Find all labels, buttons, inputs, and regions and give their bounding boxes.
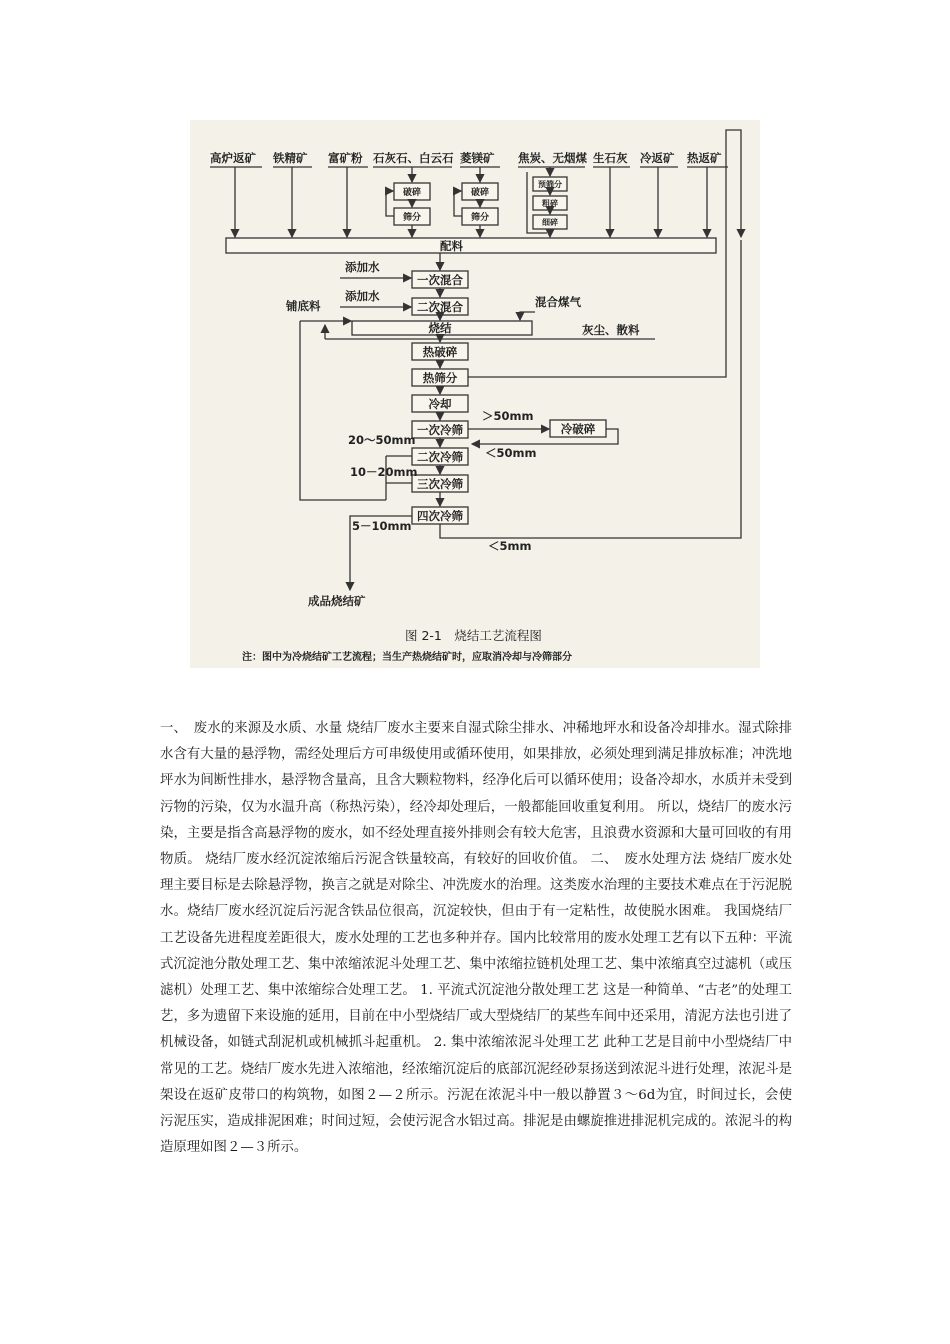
raw-magnesite: 菱镁矿 xyxy=(460,151,495,165)
step-mix-2: 二次混合 xyxy=(417,300,463,314)
coke-coarse-crush: 粗碎 xyxy=(542,199,558,208)
raw-hot-return: 热返矿 xyxy=(687,151,722,165)
label-10-20: 10－20mm xyxy=(350,465,418,479)
feed-arrows xyxy=(235,167,707,237)
raw-rich-ore-powder: 富矿粉 xyxy=(328,151,363,165)
limestone-screen: 筛分 xyxy=(402,213,422,223)
flow-diagram-svg xyxy=(190,120,760,668)
limestone-subprocess xyxy=(386,167,430,237)
label-add-water-2: 添加水 xyxy=(345,289,380,303)
step-mix-1: 一次混合 xyxy=(417,273,463,287)
step-cool: 冷却 xyxy=(428,397,452,411)
label-lt5: ＜5mm xyxy=(488,539,532,553)
raw-quicklime: 生石灰 xyxy=(593,151,628,165)
label-lt50: ＜50mm xyxy=(485,446,537,460)
label-5-10: 5－10mm xyxy=(352,519,412,533)
label-gt50: ＞50mm xyxy=(482,409,534,423)
coke-fine-crush: 细碎 xyxy=(542,218,558,227)
mixed-gas xyxy=(520,295,581,320)
step-screen-1: 一次冷筛 xyxy=(417,423,463,437)
figure-caption: 图 2-1 烧结工艺流程图 xyxy=(405,628,542,643)
size-fractions xyxy=(308,433,417,608)
raw-cold-return: 冷返矿 xyxy=(640,151,675,165)
raw-blast-furnace-return: 高炉返矿 xyxy=(210,151,256,165)
sintering-flow-diagram xyxy=(190,120,760,668)
raw-limestone-dolomite: 石灰石、白云石 xyxy=(373,151,454,165)
cold-crush-branch xyxy=(468,409,618,460)
magnesite-crush: 破碎 xyxy=(470,188,490,198)
step-screen-2: 二次冷筛 xyxy=(417,450,463,464)
step-screen-4: 四次冷筛 xyxy=(417,509,463,523)
label-dust: 灰尘、散料 xyxy=(582,323,640,337)
magnesite-screen: 筛分 xyxy=(470,213,490,223)
raw-coke-anthracite: 焦炭、无烟煤 xyxy=(518,151,587,165)
coke-subprocess xyxy=(527,167,567,237)
step-screen-3: 三次冷筛 xyxy=(417,477,463,491)
label-mixed-gas: 混合煤气 xyxy=(535,295,581,309)
step-sinter: 烧结 xyxy=(428,321,452,335)
fines-return-loop xyxy=(440,240,741,553)
label-add-water-1: 添加水 xyxy=(345,260,380,274)
raw-iron-concentrate: 铁精矿 xyxy=(273,151,308,165)
label-product: 成品烧结矿 xyxy=(308,594,366,608)
magnesite-subprocess xyxy=(454,167,498,237)
figure-note: 注：图中为冷烧结矿工艺流程；当生产热烧结矿时，应取消冷却与冷筛部分 xyxy=(242,652,572,663)
coke-prescreen: 预筛分 xyxy=(538,180,562,189)
step-hot-crush: 热破碎 xyxy=(422,345,458,359)
step-cold-crush: 冷破碎 xyxy=(560,422,596,436)
body-paragraph: 一、 废水的来源及水质、水量 烧结厂废水主要来自湿式除尘排水、冲稀地坪水和设备冷却排水。湿式除排水含有大量的悬浮物，需经处理后方可串级使用或循环使用，如果排放，必须处理到满足排放标准；冲洗地坪水为间断性排水，悬浮物含量高，且含大颗粒物料，经净化后可以循环使用；设备冷却水，水质并未受到污物的污染，仅为水温升高（称热污染），经冷却处理后，一般都能回收重复利用。 所以，烧结厂的废水污染，主要是指含高悬浮物的废水，如不经处理直接外排则会有较大危害，且浪费水资源和大量可回收的有用物质。 烧结厂废水经沉淀浓缩后污泥含铁量较高，有较好的回收价值。 二、 废水处理方法 烧结厂废水处理主要目标是去除悬浮物，换言之就是对除尘、冲洗废水的治理。这类废水治理的主要技术难点在于污泥脱水。烧结厂废水经沉淀后污泥含铁品位很高，沉淀较快，但由于有一定粘性，故使脱水困难。 我国烧结厂工艺设备先进程度差距很大，废水处理的工艺也多种并存。国内比较常用的废水处理工艺有以下五种：平流式沉淀池分散处理工艺、集中浓缩浓泥斗处理工艺、集中浓缩拉链机处理工艺、集中浓缩真空过滤机（或压滤机）处理工艺、集中浓缩综合处理工艺。 1. 平流式沉淀池分散处理工艺 这是一种简单、“古老”的处理工艺，多为遗留下来设施的延用，目前在中小型烧结厂或大型烧结厂的某些车间中还采用，清泥方法也引进了机械设备，如链式刮泥机或机械抓斗起重机。 2. 集中浓缩浓泥斗处理工艺 此种工艺是目前中小型烧结厂中常见的工艺。烧结厂废水先进入浓缩池，经浓缩沉淀后的底部沉泥经砂泵扬送到浓泥斗进行处理，浓泥斗是架设在返矿皮带口的构筑物，如图２—２所示。污泥在浓泥斗中一般以静置３～6d为宜，时间过长，会使污泥压实，造成排泥困难；时间过短，会使污泥含水铝过高。排泥是由螺旋推进排泥机完成的。浓泥斗的构造原理如图２—３所示。 xyxy=(160,721,792,1156)
label-20-50: 20～50mm xyxy=(348,433,416,447)
batching-label: 配料 xyxy=(440,239,463,253)
label-bedding: 铺底料 xyxy=(286,299,321,313)
limestone-crush: 破碎 xyxy=(402,188,422,198)
batching-bar xyxy=(226,238,716,253)
step-hot-screen: 热筛分 xyxy=(422,371,458,385)
water-additions xyxy=(340,260,411,307)
